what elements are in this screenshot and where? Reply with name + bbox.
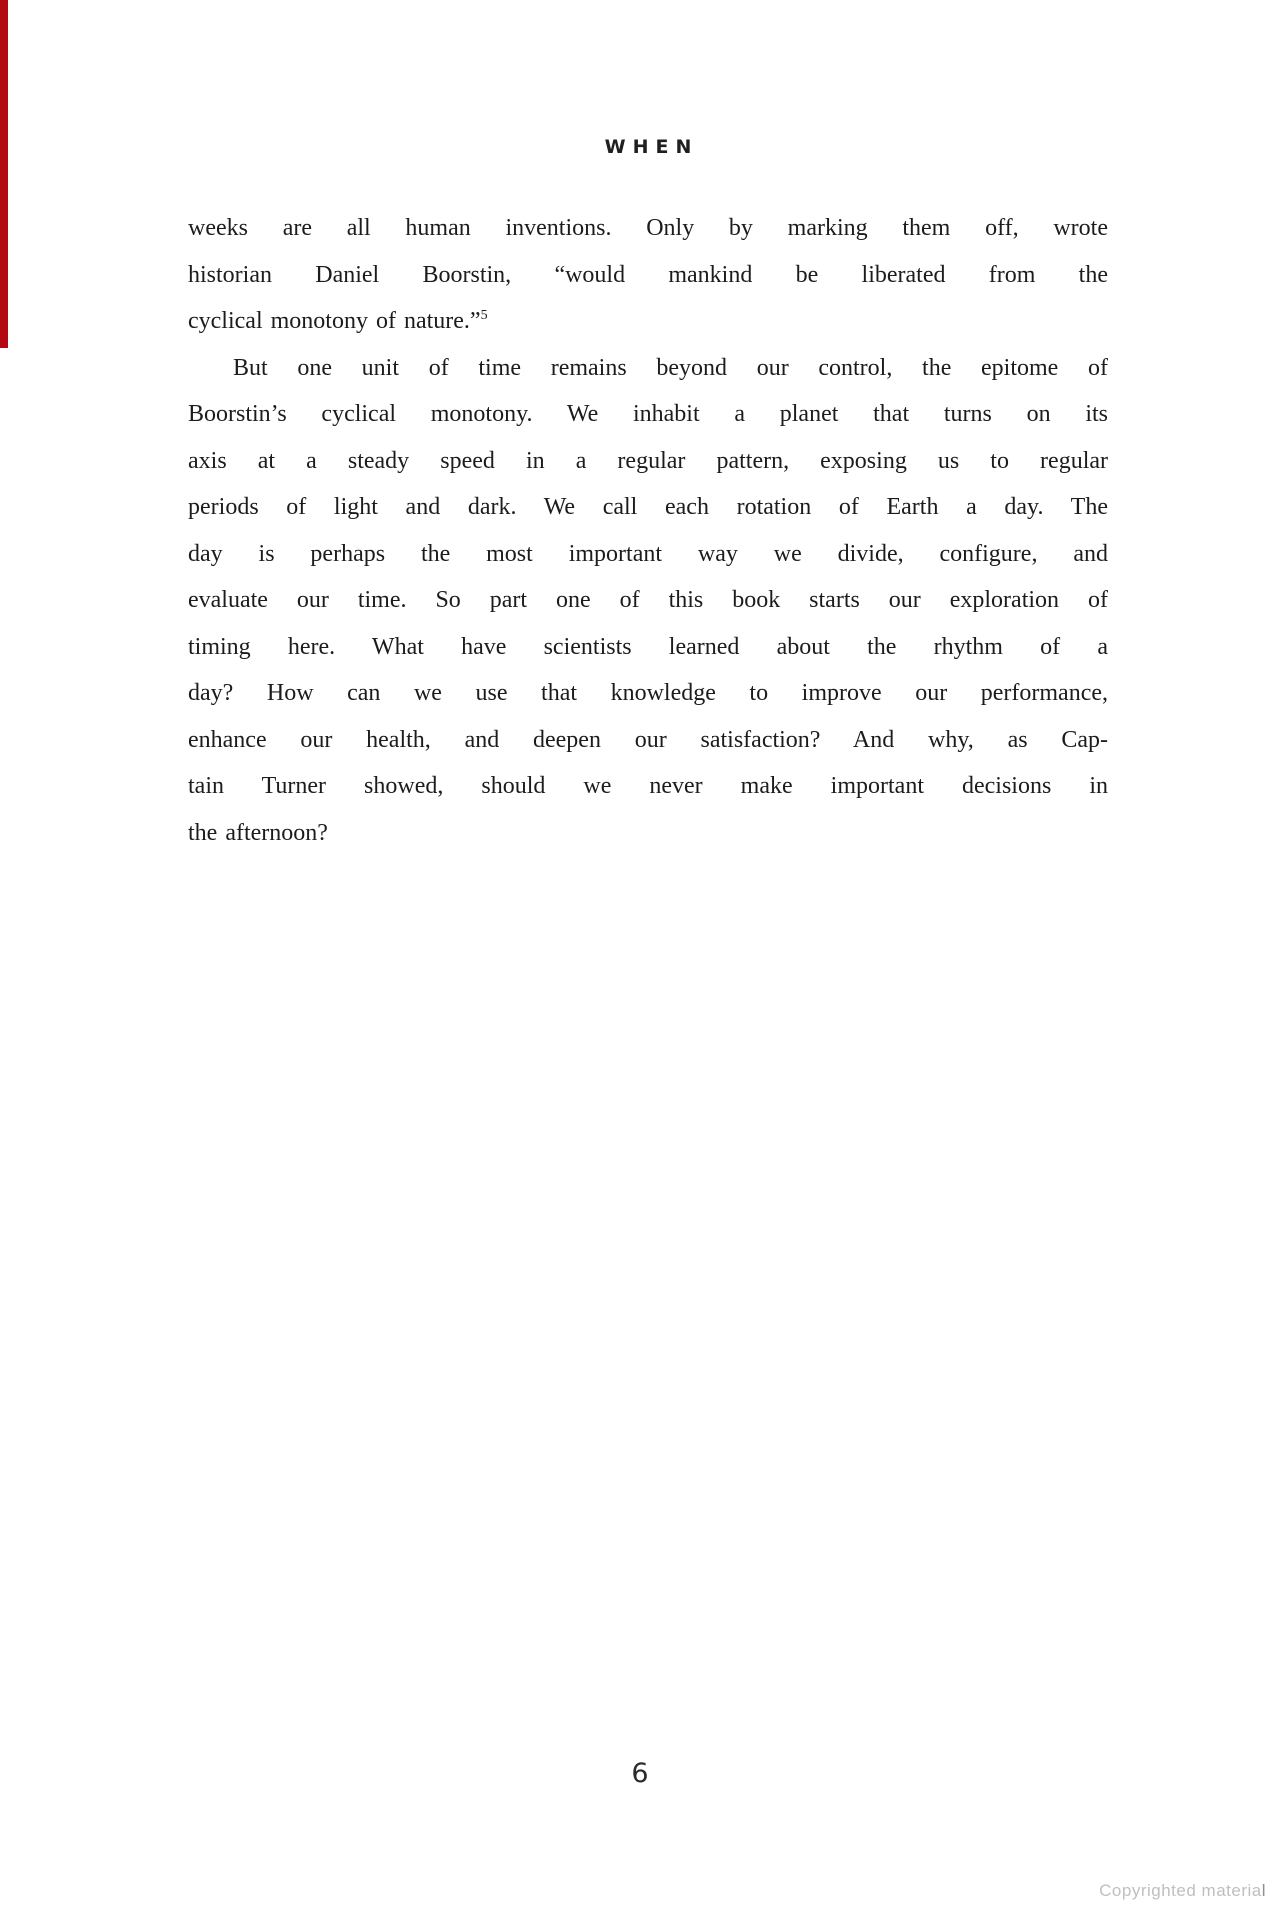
running-header-title: WHEN — [604, 136, 699, 158]
body-text-block — [188, 205, 1108, 856]
text-line: the afternoon? — [188, 819, 328, 846]
text-line: timing here. What have scientists learned about the rhythm of a — [188, 633, 1108, 660]
text-line: evaluate our time. So part one of this book starts our exploration of — [188, 587, 1108, 613]
text-line: enhance our health, and deepen our satisfaction? And why, as Cap- — [188, 726, 1108, 753]
text-line: Boorstin’s cyclical monotony. We inhabit a planet that turns on its — [188, 401, 1108, 427]
text-line: day? How can we use that knowledge to improve our performance, — [188, 680, 1108, 706]
text-line: axis at a steady speed in a regular pattern, exposing us to regular — [188, 447, 1108, 474]
text-line: day is perhaps the most important way we divide, configure, and — [188, 540, 1108, 567]
copyright-watermark-tail: l — [1261, 1881, 1266, 1900]
copyright-watermark — [1099, 1881, 1266, 1901]
text-line: periods of light and dark. We call each rotation of Earth a day. The — [188, 494, 1108, 520]
text-line: tain Turner showed, should we never make important decisions in — [188, 773, 1108, 799]
copyright-watermark-text: Copyrighted materia — [1099, 1881, 1262, 1900]
page-load-indicator-bar — [0, 0, 8, 348]
text-line: weeks are all human inventions. Only by marking them off, wrote — [188, 215, 1108, 241]
text-line: But one unit of time remains beyond our control, the epitome of — [233, 354, 1108, 381]
footnote-reference: 5 — [480, 308, 488, 323]
page-number: 6 — [631, 1758, 649, 1789]
text-line-fragment: cyclical monotony of nature.” — [188, 308, 481, 334]
text-line — [188, 298, 1108, 345]
text-line: historian Daniel Boorstin, “would mankind be liberated from the — [188, 261, 1108, 288]
